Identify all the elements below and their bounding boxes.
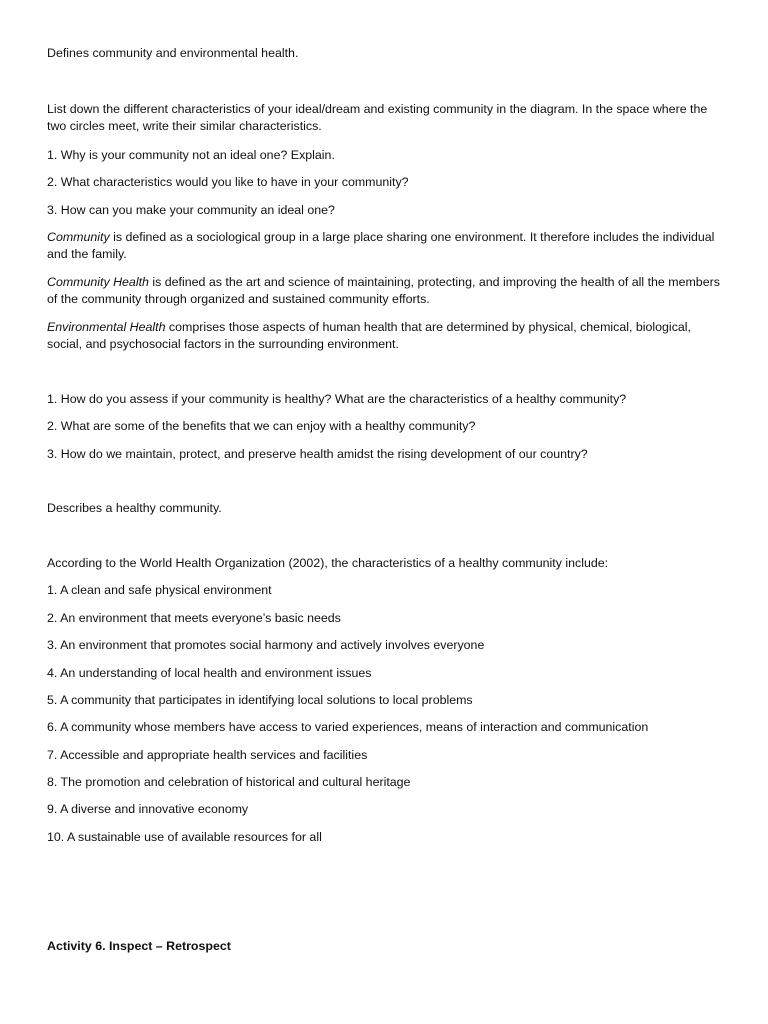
- definition-term: Community: [47, 230, 110, 244]
- list-item: 8. The promotion and celebration of historical and cultural heritage: [47, 775, 411, 789]
- definition-term: Community Health: [47, 275, 149, 289]
- list-item: 1. A clean and safe physical environment: [47, 583, 272, 597]
- definition-term: Environmental Health: [47, 320, 166, 334]
- question-a-3: 3. How can you make your community an ideal one?: [47, 203, 335, 217]
- definition-community-health: [47, 274, 727, 308]
- definition-body: comprises those aspects of human health that are determined by physical, chemical, biological, social, and psychosocial factors in the surrounding environment.: [47, 320, 691, 351]
- definition-body: is defined as the art and science of maintaining, protecting, and improving the health of all the members of the community through organized and sustained community efforts.: [47, 275, 720, 306]
- list-item: 4. An understanding of local health and environment issues: [47, 666, 372, 680]
- question-b-1: 1. How do you assess if your community is healthy? What are the characteristics of a healthy community?: [47, 392, 627, 406]
- list-item: 9. A diverse and innovative economy: [47, 802, 249, 816]
- question-a-1: 1. Why is your community not an ideal one? Explain.: [47, 148, 335, 162]
- question-b-2: 2. What are some of the benefits that we can enjoy with a healthy community?: [47, 419, 476, 433]
- question-b-3: 3. How do we maintain, protect, and preserve health amidst the rising development of our country?: [47, 447, 588, 461]
- list-item: 7. Accessible and appropriate health services and facilities: [47, 748, 368, 762]
- list-item: 6. A community whose members have access to varied experiences, means of interaction and communication: [47, 720, 649, 734]
- list-item: 10. A sustainable use of available resources for all: [47, 830, 322, 844]
- list-item: 2. An environment that meets everyone’s basic needs: [47, 611, 341, 625]
- describes-heading: Describes a healthy community.: [47, 501, 222, 515]
- list-item: 3. An environment that promotes social harmony and actively involves everyone: [47, 638, 485, 652]
- instructions-text: List down the different characteristics of your ideal/dream and existing community in the diagram. In the space where the two circles meet, write their similar characteristics.: [47, 102, 708, 133]
- definition-environmental-health: [47, 319, 727, 353]
- definition-body: is defined as a sociological group in a large place sharing one environment. It therefore includes the individual and the family.: [47, 230, 715, 261]
- definition-community: [47, 229, 727, 263]
- activity-heading: Activity 6. Inspect – Retrospect: [47, 939, 231, 953]
- who-intro-text: According to the World Health Organization (2002), the characteristics of a healthy community include:: [47, 556, 609, 570]
- question-a-2: 2. What characteristics would you like to have in your community?: [47, 175, 409, 189]
- intro-text: Defines community and environmental health.: [47, 46, 299, 60]
- list-item: 5. A community that participates in identifying local solutions to local problems: [47, 693, 473, 707]
